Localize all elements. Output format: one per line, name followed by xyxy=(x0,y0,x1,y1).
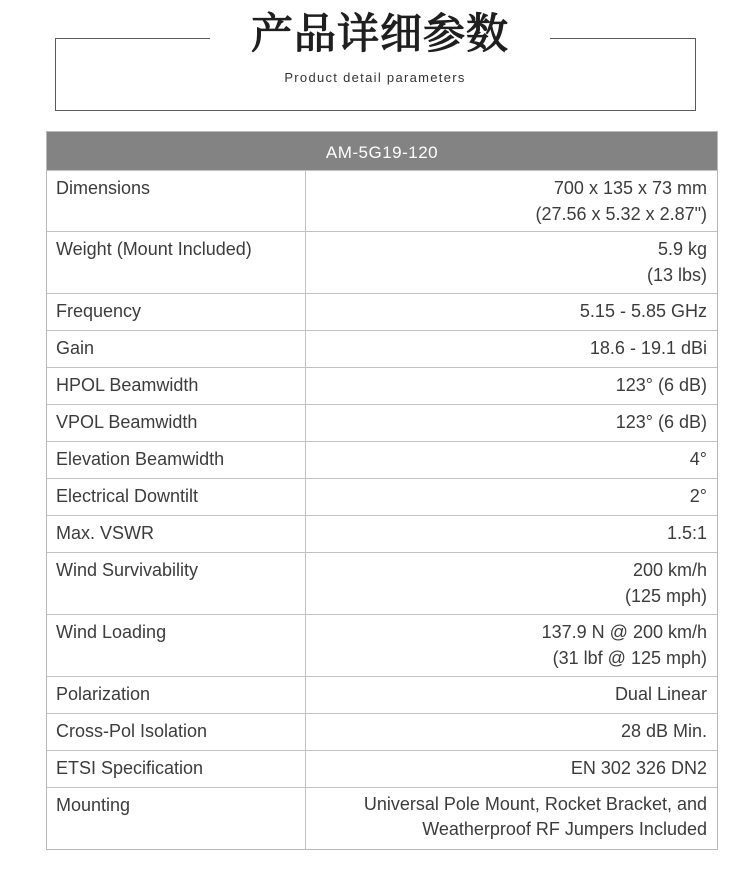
spec-row-weight xyxy=(47,231,717,293)
spec-row-wind-loading xyxy=(47,614,717,676)
spec-value: 123° (6 dB) xyxy=(615,375,707,395)
spec-value-line: (31 lbf @ 125 mph) xyxy=(552,648,707,668)
page-title: 产品详细参数 xyxy=(210,8,550,60)
spec-label: Elevation Beamwidth xyxy=(47,442,306,478)
spec-row-elevation xyxy=(47,441,717,478)
spec-label: Max. VSWR xyxy=(47,516,306,552)
spec-row-mounting xyxy=(47,787,717,849)
spec-label: Polarization xyxy=(47,677,306,713)
spec-value: 28 dB Min. xyxy=(620,721,707,741)
spec-row-frequency xyxy=(47,293,717,330)
spec-label: Wind Survivability xyxy=(47,553,306,614)
spec-value: 123° (6 dB) xyxy=(615,412,707,432)
spec-value-line: 200 km/h xyxy=(632,560,707,580)
spec-label: Weight (Mount Included) xyxy=(47,232,306,293)
spec-row-downtilt xyxy=(47,478,717,515)
spec-row-polarization xyxy=(47,676,717,713)
spec-label: Wind Loading xyxy=(47,615,306,676)
spec-row-hpol xyxy=(47,367,717,404)
spec-label: Electrical Downtilt xyxy=(47,479,306,515)
spec-value-line: (13 lbs) xyxy=(646,265,707,285)
spec-value-line: (27.56 x 5.32 x 2.87") xyxy=(535,204,707,224)
spec-row-wind-survivability xyxy=(47,552,717,614)
spec-row-vpol xyxy=(47,404,717,441)
spec-value xyxy=(306,615,717,676)
spec-value: 2° xyxy=(689,486,707,506)
spec-value xyxy=(306,788,717,849)
spec-row-cross-pol xyxy=(47,713,717,750)
spec-label: Mounting xyxy=(47,788,306,849)
spec-label: Frequency xyxy=(47,294,306,330)
spec-value: 5.15 - 5.85 GHz xyxy=(579,301,707,321)
spec-value: EN 302 326 DN2 xyxy=(570,758,707,778)
spec-value xyxy=(306,171,717,231)
spec-value: 1.5:1 xyxy=(666,523,707,543)
spec-row-gain xyxy=(47,330,717,367)
spec-table-header: AM-5G19-120 xyxy=(47,132,717,170)
spec-label: Gain xyxy=(47,331,306,367)
spec-value xyxy=(306,232,717,293)
spec-label: ETSI Specification xyxy=(47,751,306,787)
spec-row-vswr xyxy=(47,515,717,552)
spec-value-line: Universal Pole Mount, Rocket Bracket, and xyxy=(363,794,707,814)
spec-value-line: 137.9 N @ 200 km/h xyxy=(541,622,707,642)
spec-value-line: 700 x 135 x 73 mm xyxy=(553,178,707,198)
spec-value: 4° xyxy=(689,449,707,469)
spec-row-etsi xyxy=(47,750,717,787)
spec-value xyxy=(306,553,717,614)
spec-value: Dual Linear xyxy=(614,684,707,704)
spec-label: VPOL Beamwidth xyxy=(47,405,306,441)
spec-value-line: 5.9 kg xyxy=(657,239,707,259)
spec-value-line: Weatherproof RF Jumpers Included xyxy=(422,819,707,839)
spec-value-line: (125 mph) xyxy=(624,586,707,606)
spec-label: HPOL Beamwidth xyxy=(47,368,306,404)
page-subtitle: Product detail parameters xyxy=(284,70,466,85)
spec-label: Cross-Pol Isolation xyxy=(47,714,306,750)
spec-table xyxy=(46,131,718,850)
spec-label: Dimensions xyxy=(47,171,306,231)
spec-row-dimensions xyxy=(47,170,717,231)
spec-value: 18.6 - 19.1 dBi xyxy=(589,338,707,358)
